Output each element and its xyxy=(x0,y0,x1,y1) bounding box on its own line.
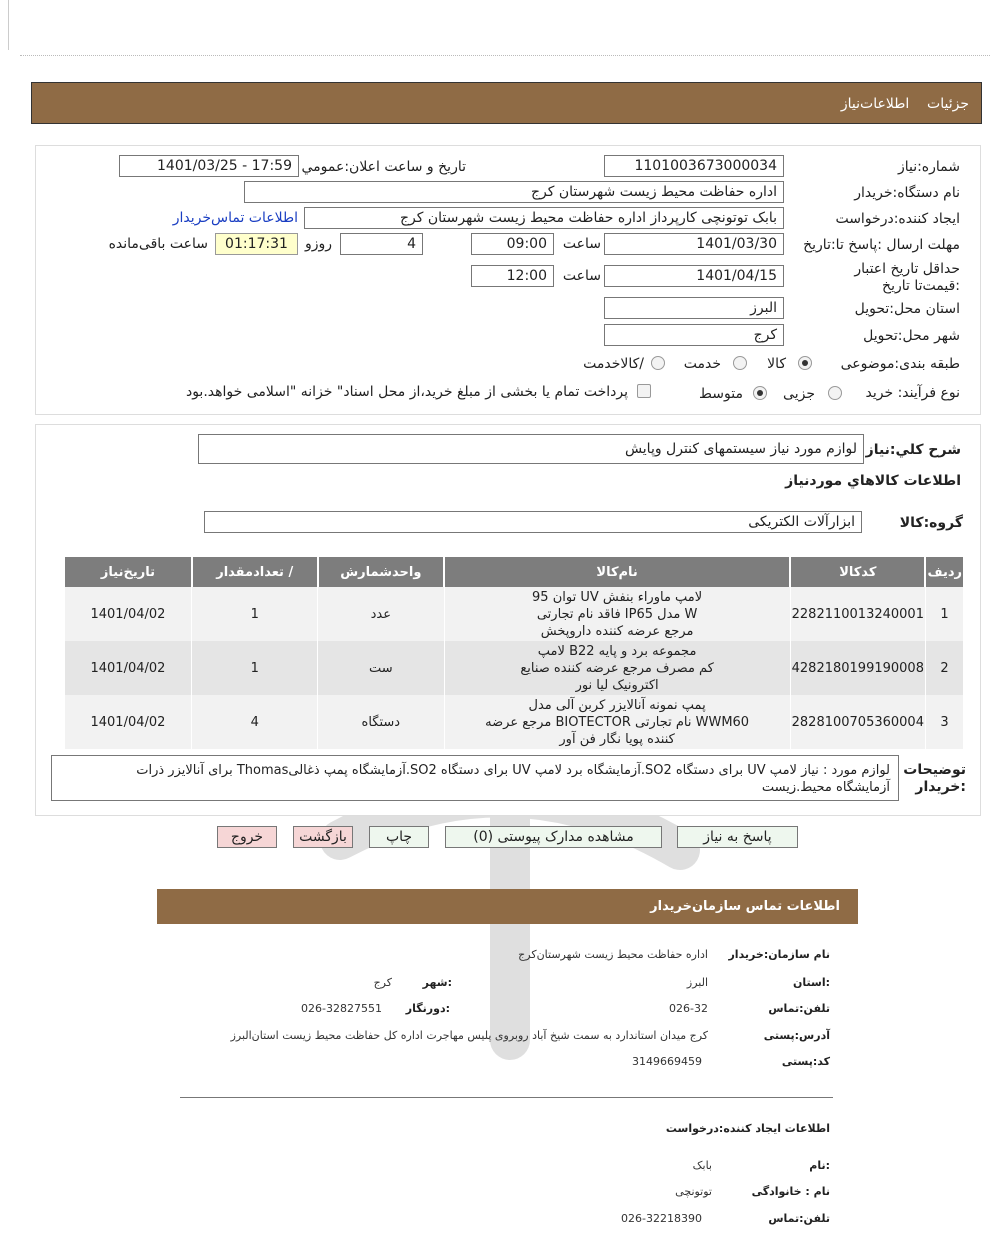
process-type-label: نوع فرآیند: خرید xyxy=(865,385,960,401)
contact-city-label: :شهر xyxy=(422,976,452,989)
province-field: البرز xyxy=(604,297,784,319)
buyer-contact-link[interactable]: اطلاعات تماس‌خریدار xyxy=(172,210,298,226)
creator-info-title: اطلاعات ایجاد کننده:درخواست xyxy=(665,1122,830,1135)
need-number-label: شماره:نیاز xyxy=(897,159,960,175)
deadline-time-label: ساعت xyxy=(562,236,601,252)
description-field: لوازم مورد نیاز سیستمهای کنترل وپایش xyxy=(198,434,864,464)
city-label: شهر محل:تحویل xyxy=(863,328,960,344)
item-quantity: 1 xyxy=(192,587,318,641)
item-name-line: کننده پویا نگار فن آور xyxy=(559,731,675,747)
items-table xyxy=(63,557,963,749)
item-unit: ست xyxy=(318,641,445,695)
table-row xyxy=(64,641,963,695)
goods-info-title: اطلاعات کالاهاي موردنياز xyxy=(785,473,961,489)
city-field: کرج xyxy=(604,324,784,346)
process-partial-radio[interactable] xyxy=(828,386,842,400)
contact-fax-label: :دورنگار xyxy=(405,1002,450,1015)
item-need-date: 1401/04/02 xyxy=(64,641,192,695)
days-label: روزو xyxy=(304,236,332,252)
buyer-notes-label-line: :خریدار xyxy=(915,779,966,795)
buyer-notes-label-line: توضیحات xyxy=(903,762,966,778)
process-medium-label: متوسط xyxy=(699,386,743,402)
contact-postal-label: کد:پستی xyxy=(781,1055,830,1068)
top-dotted-divider xyxy=(20,55,990,56)
item-name-line: مرجع عرضه کننده داروپخش xyxy=(540,623,694,639)
back-button[interactable]: بازگشت xyxy=(293,826,353,848)
contact-postal-value: 3149669459 xyxy=(632,1055,702,1068)
item-name-line: W مدل IP65 فاقد نام تجارتی xyxy=(536,606,698,622)
print-button[interactable]: چاپ xyxy=(369,826,429,848)
row-number: 3 xyxy=(925,695,963,749)
items-table-wrapper xyxy=(63,557,963,749)
item-code: 2282110013240001 xyxy=(790,587,925,641)
contact-fax-value: 026-32827551 xyxy=(301,1002,382,1015)
item-name xyxy=(444,587,790,641)
item-name-line: WWM60 نام تجارتی BIOTECTOR مرجع عرضه xyxy=(485,714,750,730)
creator-name-value: بابک xyxy=(692,1159,712,1172)
col-unit: واحدشمارش xyxy=(318,557,445,587)
buyer-notes-line: لوازم مورد : نیاز لامپ UV برای دستگاه SO2.آزمایشگاه برد لامپ UV برای دستگاه SO2.آزمایشگاه پمپ ذغالیThomas برای آنالایزر ذرات xyxy=(136,763,890,778)
item-name xyxy=(444,695,790,749)
tab-details[interactable]: جزئیات xyxy=(927,96,969,112)
item-code: 2828100705360004 xyxy=(790,695,925,749)
validity-date-field: 1401/04/15 xyxy=(604,265,784,287)
contact-province-value: البرز xyxy=(686,976,708,989)
col-item-name: نام‌کالا xyxy=(444,557,790,587)
col-item-code: کدکالا xyxy=(790,557,925,587)
item-name-line: اکترونیک لیا نور xyxy=(575,677,659,693)
deadline-label: مهلت ارسال :پاسخ تا:تاریخ xyxy=(803,237,960,253)
creator-label: ایجاد کننده:درخواست xyxy=(835,211,960,227)
announce-label: تاریخ و ساعت اعلان:عمومي xyxy=(301,159,466,175)
days-field: 4 xyxy=(340,233,423,255)
category-service-radio[interactable] xyxy=(733,356,747,370)
item-unit: عدد xyxy=(318,587,445,641)
province-label: استان محل:تحویل xyxy=(854,301,960,317)
contact-address-label: آدرس:پستی xyxy=(763,1029,830,1042)
header-tabs xyxy=(841,96,969,112)
item-name-line: لامپ ماوراء بنفش UV توان 95 xyxy=(532,589,703,605)
item-name-line: پمپ نمونه آنالایزر کربن آلی مدل xyxy=(528,697,706,713)
tab-need-info[interactable]: اطلاعات‌نیاز xyxy=(840,96,910,112)
reply-button[interactable]: پاسخ به نیاز xyxy=(677,826,798,848)
remaining-timer: 01:17:31 xyxy=(215,233,298,255)
category-service-label: خدمت xyxy=(683,356,721,372)
process-partial-label: جزیی xyxy=(783,386,815,402)
validity-label: حداقل تاریخ اعتبار :قیمت‌تا تاریخ xyxy=(854,261,960,294)
contact-divider xyxy=(180,1097,833,1098)
creator-phone-label: تلفن:تماس xyxy=(768,1212,830,1225)
item-need-date: 1401/04/02 xyxy=(64,695,192,749)
item-quantity: 1 xyxy=(192,641,318,695)
description-label: شرح کلي:نياز xyxy=(865,442,961,458)
page-header xyxy=(31,82,982,124)
table-row xyxy=(64,587,963,641)
creator-field: بابک توتونچی کارپرداز اداره حفاظت محیط زیست شهرستان کرج xyxy=(304,207,784,229)
validity-time-label: ساعت xyxy=(562,268,601,284)
row-number: 1 xyxy=(925,587,963,641)
row-number: 2 xyxy=(925,641,963,695)
category-label: طبقه بندی:موضوعی xyxy=(840,356,960,372)
deadline-time-field: 09:00 xyxy=(471,233,554,255)
goods-group-label: گروه:کالا xyxy=(899,515,963,531)
item-name-line: مجموعه برد و پایه B22 لامپ xyxy=(537,643,697,659)
item-unit: دستگاه xyxy=(318,695,445,749)
table-row xyxy=(64,695,963,749)
category-goods-radio[interactable] xyxy=(798,356,812,370)
contact-org-value: اداره حفاظت محیط زیست شهرستان‌کرج xyxy=(518,948,708,961)
col-quantity: / تعدادمقدار xyxy=(192,557,318,587)
contact-address-value: کرج میدان استاندارد به سمت شیخ آباد روبروی پلیس مهاجرت اداره کل حفاظت محیط زیست استان‌البرز xyxy=(230,1029,708,1042)
exit-button[interactable]: خروج xyxy=(217,826,277,848)
buyer-org-field: اداره حفاظت محیط زیست شهرستان کرج xyxy=(244,181,784,203)
category-goods-service-label: /کالاخدمت xyxy=(583,356,644,372)
item-name-line: کم مصرف مرجع عرضه کننده صنایع xyxy=(520,660,714,676)
contact-header-title: اطلاعات تماس سازمان‌خریدار xyxy=(650,899,840,914)
validity-time-field: 12:00 xyxy=(471,265,554,287)
left-edge-line xyxy=(8,0,9,50)
process-medium-radio[interactable] xyxy=(753,386,767,400)
creator-family-label: نام : خانوادگی xyxy=(751,1185,830,1198)
buyer-notes-line: آزمایشگاه محیط.زیست xyxy=(761,780,890,795)
view-attachments-button[interactable]: مشاهده مدارک پیوستی (0) xyxy=(445,826,662,848)
deadline-date-field: 1401/03/30 xyxy=(604,233,784,255)
col-row-number: رديف xyxy=(925,557,963,587)
item-need-date: 1401/04/02 xyxy=(64,587,192,641)
contact-header xyxy=(157,889,858,924)
goods-group-field: ابزارآلات الکتریکی xyxy=(204,511,862,533)
contact-province-label: :استان xyxy=(793,976,830,989)
item-name xyxy=(444,641,790,695)
item-quantity: 4 xyxy=(192,695,318,749)
treasury-payment-checkbox[interactable] xyxy=(637,384,651,398)
contact-city-value: کرج xyxy=(373,976,392,989)
buyer-notes-box xyxy=(51,755,899,801)
creator-name-label: :نام xyxy=(809,1159,830,1172)
buyer-notes-label xyxy=(903,762,966,796)
contact-org-label: نام سازمان:خریدار xyxy=(728,948,830,961)
creator-family-value: توتونچی xyxy=(675,1185,712,1198)
category-goods-service-radio[interactable] xyxy=(651,356,665,370)
need-number-field: 1101003673000034 xyxy=(604,155,784,177)
treasury-payment-note: پرداخت تمام یا بخشی از مبلغ خرید،از محل اسناد" خزانه "اسلامی خواهد.بود xyxy=(185,384,628,400)
contact-phone-value: 026-32 xyxy=(669,1002,708,1015)
contact-phone-label: تلفن:تماس xyxy=(768,1002,830,1015)
buyer-org-label: نام دستگاه:خریدار xyxy=(854,185,960,201)
announce-datetime-field: 1401/03/25 - 17:59 xyxy=(119,155,299,177)
item-code: 4282180199190008 xyxy=(790,641,925,695)
remaining-label: ساعت باقی‌مانده xyxy=(108,236,208,252)
col-need-date: تاریخ‌نیاز xyxy=(64,557,192,587)
category-goods-label: کالا xyxy=(767,356,786,372)
creator-phone-value: 026-32218390 xyxy=(621,1212,702,1225)
